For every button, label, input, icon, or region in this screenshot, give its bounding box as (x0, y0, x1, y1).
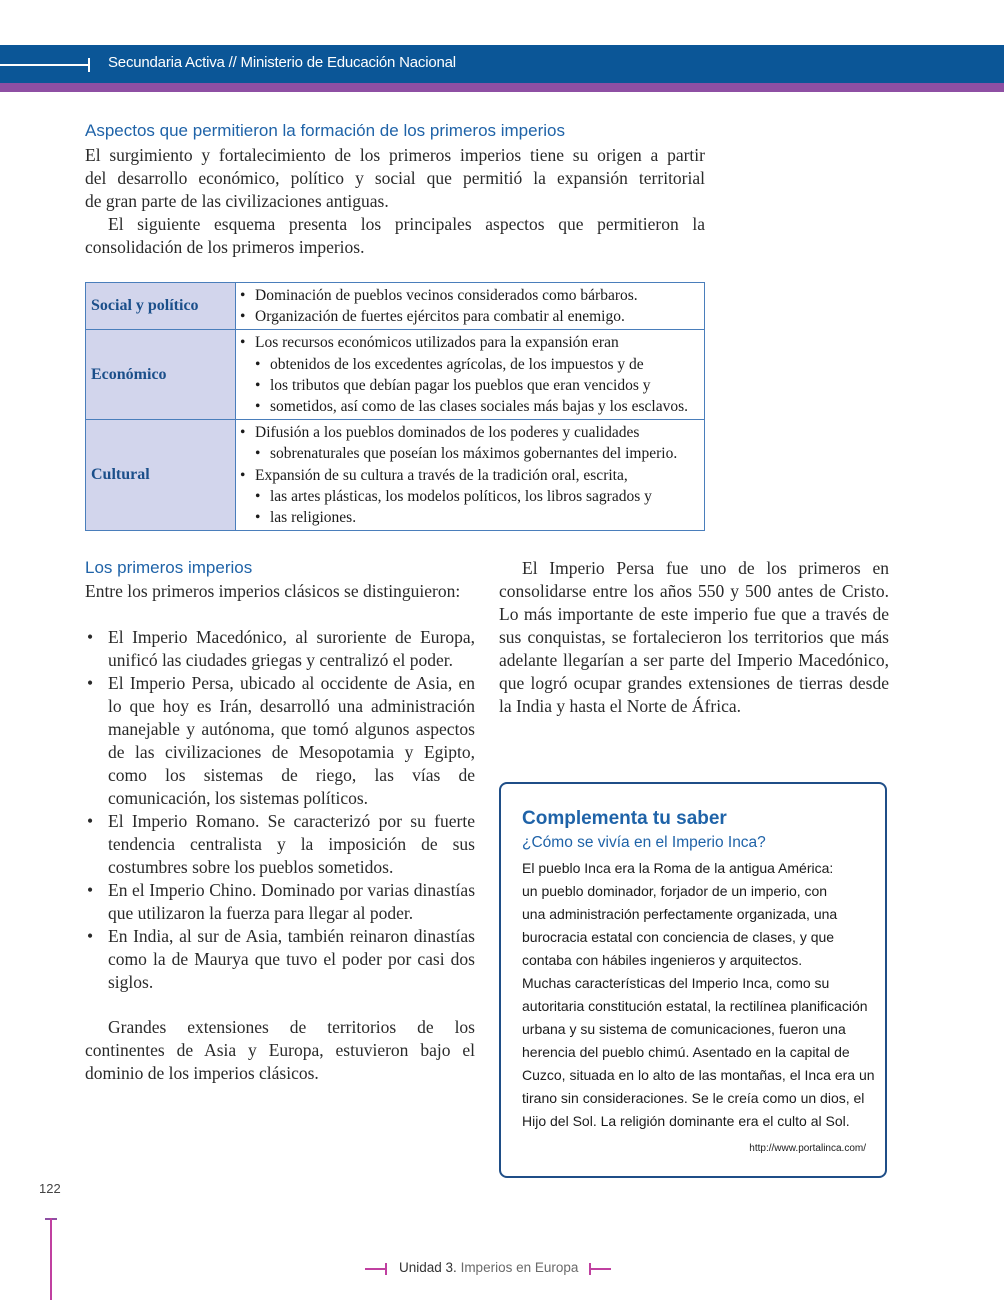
scheme-row-social (86, 283, 705, 330)
scheme-category: Social y político (86, 283, 236, 330)
text-line: de gran parte de las civilizaciones antiguas. (85, 191, 389, 211)
box-line: Muchas características del Imperio Inca, como su (522, 975, 830, 991)
list-item: • En India, al sur de Asia, también reinaron dinastías como la de Maurya que tuvo el poder por casi dos siglos. (85, 925, 475, 994)
text-line: consolidación de los primeros imperios. (85, 237, 365, 257)
scheme-line: • las artes plásticas, los modelos políticos, los libros sagrados y (240, 486, 700, 507)
scheme-bullet: • Los recursos económicos utilizados para la expansión eran (240, 332, 700, 353)
header-accent-band (0, 83, 1004, 92)
section-heading-aspectos: Aspectos que permitieron la formación de los primeros imperios (85, 121, 565, 140)
scheme-row-cultural (86, 420, 705, 531)
list-item: • En el Imperio Chino. Dominado por varias dinastías que utilizaron la fuerza para llegar al poder. (85, 879, 475, 925)
closing-paragraph: Grandes extensiones de territorios de los continentes de Asia y Europa, estuvieron bajo el dominio de los imperios clásicos. (85, 1017, 475, 1083)
text-line: del desarrollo económico, político y social que permitió la expansión territorial (85, 168, 705, 188)
box-line: burocracia estatal con conciencia de clases, y que (522, 929, 835, 945)
footer (365, 1259, 615, 1279)
box-line: contaba con hábiles ingenieros y arquitectos. (522, 952, 803, 968)
box-title: Complementa tu saber (522, 808, 727, 829)
text-line: El siguiente esquema presenta los principales aspectos que permitieron la (108, 214, 705, 234)
empires-list (85, 626, 475, 994)
footer-tick-left (385, 1263, 387, 1275)
footer-label (399, 1260, 578, 1275)
margin-rule (50, 1218, 52, 1300)
scheme-category: Económico (86, 330, 236, 420)
box-line: urbana y su sistema de comunicaciones, fueron una (522, 1021, 846, 1037)
footer-unit-title: Imperios en Europa (460, 1260, 579, 1275)
scheme-line: • sometidos, así como de las clases sociales más bajas y los esclavos. (240, 396, 700, 417)
box-source-link[interactable]: http://www.portalinca.com/ (749, 1143, 866, 1154)
scheme-description (236, 330, 705, 420)
box-line: una administración perfectamente organizada, una (522, 906, 838, 922)
scheme-bullet: • Difusión a los pueblos dominados de los poderes y cualidades (240, 422, 700, 443)
text-line: El surgimiento y fortalecimiento de los primeros imperios tiene su origen a partir (85, 145, 705, 165)
box-line: Hijo del Sol. La religión dominante era el culto al Sol. (522, 1113, 850, 1129)
scheme-row-economico (86, 330, 705, 420)
box-line: tirano sin consideraciones. Se le creía como un dios, el (522, 1090, 865, 1106)
footer-unit: Unidad 3. (399, 1260, 457, 1275)
box-line: Cuzco, situada en lo alto de las montañas, el Inca era un (522, 1067, 875, 1083)
list-item: • El Imperio Romano. Se caracterizó por su fuerte tendencia centralista y la imposición de sus costumbres sobre los pueblos sometidos. (85, 810, 475, 879)
box-line: un pueblo dominador, forjador de un imperio, con (522, 883, 828, 899)
list-item: • El Imperio Macedónico, al suroriente de Europa, unificó las ciudades griegas y centralizó el poder. (85, 626, 475, 672)
box-body (522, 857, 875, 1133)
box-line: autoritaria constitución estatal, la rectilínea planificación (522, 998, 868, 1014)
scheme-bullet: • Organización de fuertes ejércitos para combatir al enemigo. (240, 306, 700, 327)
header-title: Secundaria Activa // Ministerio de Educación Nacional (108, 54, 456, 71)
persa-paragraph: El Imperio Persa fue uno de los primeros en consolidarse entre los años 550 y 500 antes de Cristo. Lo más importante de este imperio fue que a través de sus conquistas, se fortalecieron los territorios que más adelante llegarían a ser parte del Imperio Macedónico, que logró ocupar grandes extensiones de tierras desde la India y hasta el Norte de África. (499, 558, 889, 716)
page-number: 122 (39, 1181, 61, 1196)
scheme-bullet: • Expansión de su cultura a través de la tradición oral, escrita, (240, 465, 700, 486)
box-subtitle: ¿Cómo se vivía en el Imperio Inca? (522, 834, 766, 851)
scheme-description (236, 283, 705, 330)
scheme-description (236, 420, 705, 531)
list-intro: Entre los primeros imperios clásicos se distinguieron: (85, 581, 461, 601)
footer-rule-left (365, 1268, 387, 1270)
scheme-line: • los tributos que debían pagar los pueblos que eran vencidos y (240, 375, 700, 396)
header-rule (0, 64, 90, 66)
scheme-category: Cultural (86, 420, 236, 531)
aspects-scheme-table (85, 282, 705, 531)
section-heading-primeros-imperios: Los primeros imperios (85, 558, 253, 577)
header-rule-tick (88, 58, 90, 72)
box-line: El pueblo Inca era la Roma de la antigua América: (522, 860, 834, 876)
intro-paragraph (85, 144, 705, 259)
list-item: • El Imperio Persa, ubicado al occidente de Asia, en lo que hoy es Irán, desarrolló una administración manejable y autónoma, que tomó algunos aspectos de las civilizaciones de Mesopotamia y Egipto, como los sistemas de riego, las vías de comunicación, los sistemas políticos. (85, 672, 475, 810)
scheme-line: • las religiones. (240, 507, 700, 528)
box-line: herencia del pueblo chimú. Asentado en la capital de (522, 1044, 850, 1060)
scheme-bullet: • Dominación de pueblos vecinos considerados como bárbaros. (240, 285, 700, 306)
footer-rule-right (589, 1268, 611, 1270)
scheme-line: • obtenidos de los excedentes agrícolas, de los impuestos y de (240, 354, 700, 375)
footer-tick-right (589, 1263, 591, 1275)
scheme-line: • sobrenaturales que poseían los máximos gobernantes del imperio. (240, 443, 700, 464)
